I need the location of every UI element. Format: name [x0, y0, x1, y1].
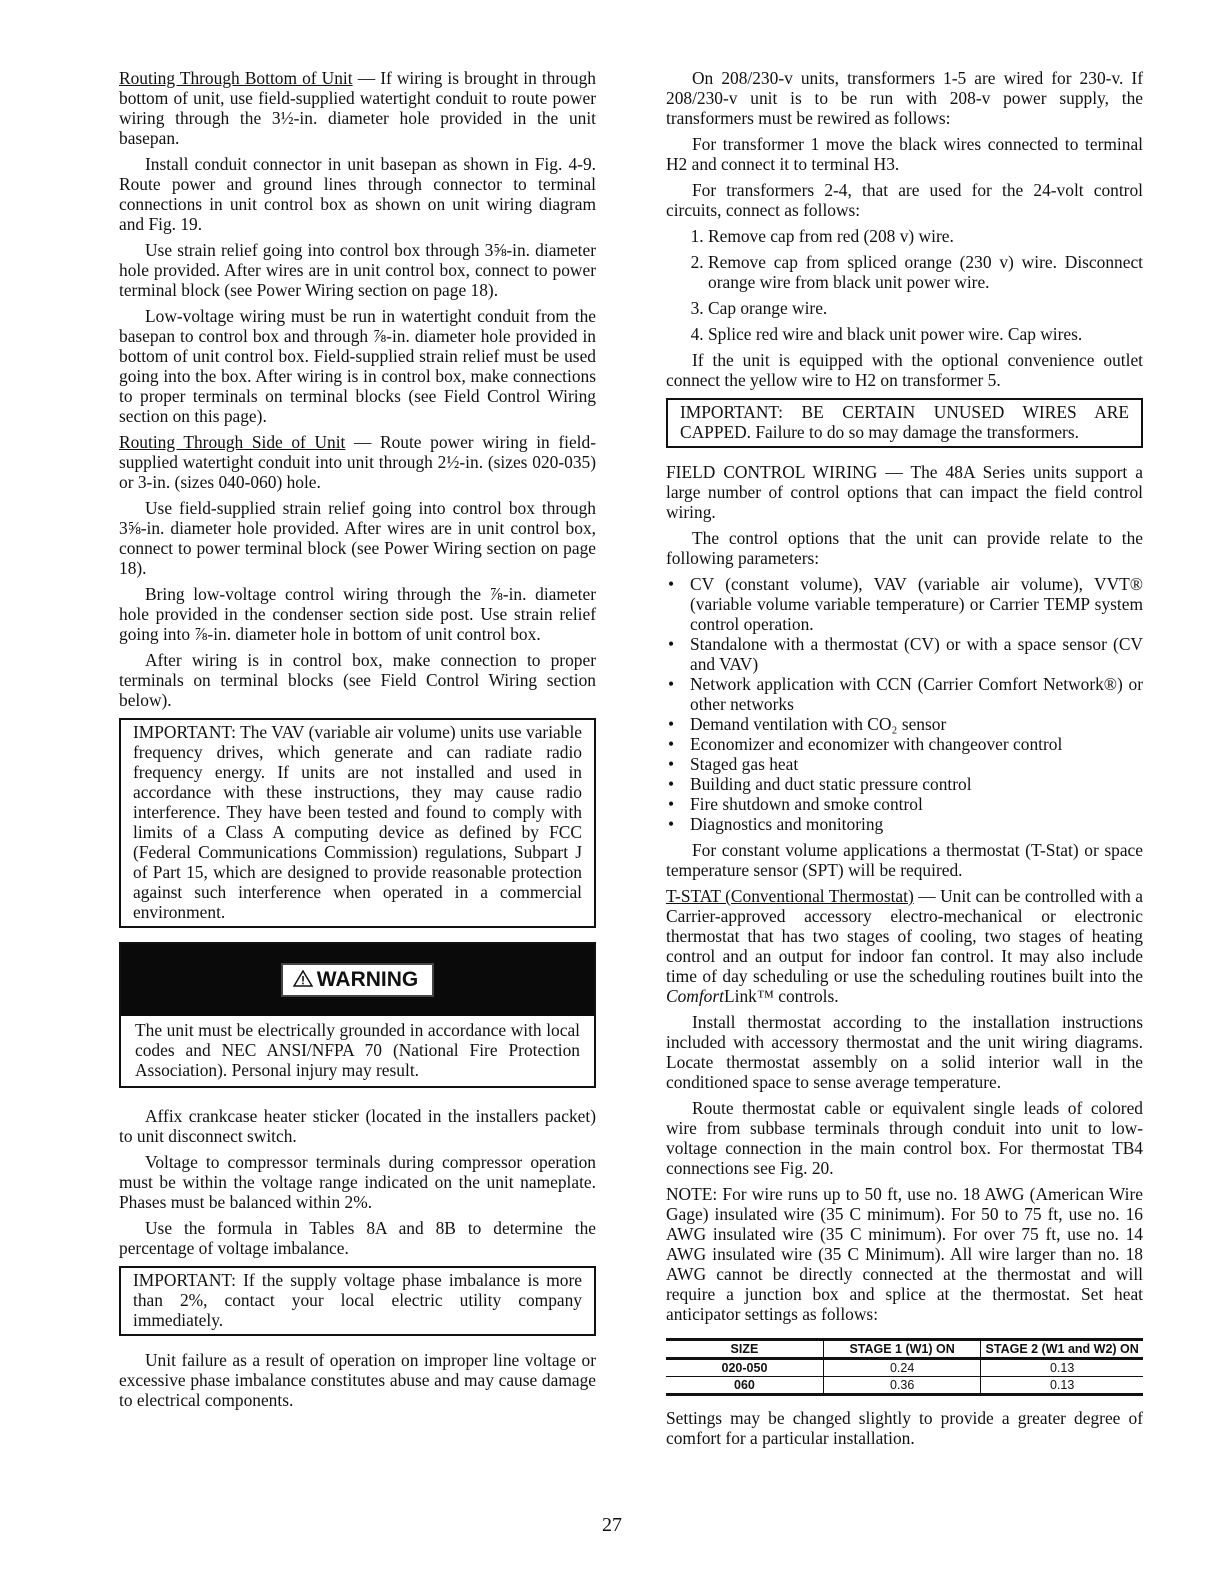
- table-header: STAGE 1 (W1) ON: [823, 1340, 980, 1359]
- routing-bottom-p3: Use strain relief going into control box through 3⅝-in. diameter hole provided. After wires are in unit control box, connect to power terminal block (see Power Wiring section on page 18).: [119, 240, 596, 300]
- important-capped-text: IMPORTANT: BE CERTAIN UNUSED WIRES ARE CAPPED. Failure to do so may damage the transformers.: [680, 402, 1129, 442]
- table-cell: 0.13: [981, 1359, 1143, 1377]
- table-row: [666, 1377, 1143, 1395]
- warning-text: The unit must be electrically grounded in accordance with local codes and NEC ANSI/NFPA 70 (National Fire Protection Association). Personal injury may result.: [135, 1020, 580, 1080]
- routing-side-p3: Bring low-voltage control wiring through the ⅞-in. diameter hole provided in the condenser section side post. Use strain relief going into ⅞-in. diameter hole in bottom of unit control box.: [119, 584, 596, 644]
- table-header: SIZE: [666, 1340, 823, 1359]
- table-row: [666, 1359, 1143, 1377]
- routing-bottom-p4: Low-voltage wiring must be run in watertight conduit from the basepan to control box and through ⅞-in. diameter hole provided in bottom of unit control box. Field-supplied strain relief must be used going into the box. After wiring is in control box, make connections to proper terminals on terminal blocks (see Field Control Wiring section on this page).: [119, 306, 596, 426]
- control-options-list: [666, 574, 1143, 834]
- routing-bottom-p1: Routing Through Bottom of Unit — If wiring is brought in through bottom of unit, use field-supplied watertight conduit to route power wiring through the 3½-in. diameter hole provided in the unit basepan.: [119, 68, 596, 148]
- p-settings: Settings may be changed slightly to provide a greater degree of comfort for a particular installation.: [666, 1408, 1143, 1448]
- warning-triangle-icon: [293, 970, 313, 987]
- important-vav-box: [119, 718, 596, 928]
- list-item: • Building and duct static pressure control: [690, 774, 1143, 794]
- important-vav-text: IMPORTANT: The VAV (variable air volume) units use variable frequency drives, which generate and can radiate radio frequency energy. If units are not installed and used in accordance with these instructions, they may cause radio interference. They have been tested and found to comply with limits of a Class A computing device as defined by FCC (Federal Communications Commission) regulations, Subpart J of Part 15, which are designed to provide reasonable protection against such interference when operated in a commercial environment.: [133, 722, 582, 922]
- tstat-note: NOTE: For wire runs up to 50 ft, use no. 18 AWG (American Wire Gage) insulated wire (35 C minimum). For 50 to 75 ft, use no. 16 AWG insulated wire (35 C minimum). For over 75 ft, use no. 14 AWG insulated wire (35 C Minimum). All wire larger than no. 18 AWG cannot be directly connected at the thermostat and will require a junction box and splice at the thermostat. Set heat anticipator settings as follows:: [666, 1184, 1143, 1324]
- list-item: • Fire shutdown and smoke control: [690, 794, 1143, 814]
- warning-box: [119, 942, 596, 1088]
- important-phase-text: IMPORTANT: If the supply voltage phase imbalance is more than 2%, contact your local electric utility company immediately.: [133, 1270, 582, 1330]
- field-control-p1: FIELD CONTROL WIRING — The 48A Series units support a large number of control options that can impact the field control wiring.: [666, 462, 1143, 522]
- heat-anticipator-table: [666, 1338, 1143, 1396]
- important-phase-box: [119, 1266, 596, 1336]
- rewire-step: 4. Splice red wire and black unit power wire. Cap wires.: [708, 324, 1143, 344]
- routing-bottom-p2: Install conduit connector in unit basepan as shown in Fig. 4-9. Route power and ground lines through connector to terminal connections in unit control box as shown on unit wiring diagram and Fig. 19.: [119, 154, 596, 234]
- comfort-italic: Comfort: [666, 986, 724, 1006]
- table-cell: 0.36: [823, 1377, 980, 1395]
- warning-body: [121, 1016, 594, 1086]
- voltage-paragraph: Voltage to compressor terminals during compressor operation must be within the voltage range indicated on the unit nameplate. Phases must be balanced within 2%.: [119, 1152, 596, 1212]
- warning-header: [121, 944, 594, 1016]
- rewire-steps: [666, 226, 1143, 344]
- list-item: • Network application with CCN (Carrier Comfort Network®) or other networks: [690, 674, 1143, 714]
- p-outlet: If the unit is equipped with the optional convenience outlet connect the yellow wire to H2 on transformer 5.: [666, 350, 1143, 390]
- tstat-heading: T-STAT (Conventional Thermostat): [666, 886, 914, 906]
- tstat-p2: Install thermostat according to the installation instructions included with accessory thermostat and the unit wiring diagrams. Locate thermostat assembly on a solid interior wall in the conditioned space to sense average temperature.: [666, 1012, 1143, 1092]
- table-cell: 020-050: [666, 1359, 823, 1377]
- table-cell: 0.13: [981, 1377, 1143, 1395]
- list-item: • Diagnostics and monitoring: [690, 814, 1143, 834]
- list-item: • Staged gas heat: [690, 754, 1143, 774]
- tstat-p1: T-STAT (Conventional Thermostat) — Unit can be controlled with a Carrier-approved accessory electro-mechanical or electronic thermostat that has two stages of cooling, two stages of heating control and an output for indoor fan control. It may also include time of day scheduling or use the scheduling routines built into the ComfortLink™ controls.: [666, 886, 1143, 1006]
- left-column: [119, 68, 596, 1416]
- table-header: STAGE 2 (W1 and W2) ON: [981, 1340, 1143, 1359]
- formula-paragraph: Use the formula in Tables 8A and 8B to determine the percentage of voltage imbalance.: [119, 1218, 596, 1258]
- p-transformers-2-4: For transformers 2-4, that are used for the 24-volt control circuits, connect as follows:: [666, 180, 1143, 220]
- right-column: [666, 68, 1143, 1454]
- routing-side-heading: Routing Through Side of Unit: [119, 432, 346, 452]
- p-constant-volume: For constant volume applications a thermostat (T-Stat) or space temperature sensor (SPT) will be required.: [666, 840, 1143, 880]
- routing-bottom-heading: Routing Through Bottom of Unit: [119, 68, 353, 88]
- field-control-p2: The control options that the unit can provide relate to the following parameters:: [666, 528, 1143, 568]
- rewire-step: 3. Cap orange wire.: [708, 298, 1143, 318]
- list-item: • Economizer and economizer with changeover control: [690, 734, 1143, 754]
- p-208-230: On 208/230-v units, transformers 1-5 are wired for 230-v. If 208/230-v unit is to be run with 208-v power supply, the transformers must be rewired as follows:: [666, 68, 1143, 128]
- routing-side-p2: Use field-supplied strain relief going into control box through 3⅝-in. diameter hole provided. After wires are in unit control box, connect to power terminal block (see Power Wiring section on page 18).: [119, 498, 596, 578]
- tstat-p3: Route thermostat cable or equivalent single leads of colored wire from subbase terminals through conduit into unit to low-voltage connection in the main control box. For thermostat TB4 connections see Fig. 20.: [666, 1098, 1143, 1178]
- table-cell: 060: [666, 1377, 823, 1395]
- list-item: • CV (constant volume), VAV (variable air volume), VVT® (variable volume variable temperature) or Carrier TEMP system control operation.: [690, 574, 1143, 634]
- page-number: 27: [602, 1514, 622, 1536]
- table-cell: 0.24: [823, 1359, 980, 1377]
- affix-paragraph: Affix crankcase heater sticker (located in the installers packet) to unit disconnect switch.: [119, 1106, 596, 1146]
- p-transformer-1: For transformer 1 move the black wires connected to terminal H2 and connect it to terminal H3.: [666, 134, 1143, 174]
- routing-side-p4: After wiring is in control box, make connection to proper terminals on terminal blocks (see Field Control Wiring section below).: [119, 650, 596, 710]
- table-header-row: [666, 1340, 1143, 1359]
- field-control-heading: FIELD CONTROL WIRING: [666, 462, 878, 482]
- warning-label: WARNING: [281, 963, 435, 997]
- list-item: • Standalone with a thermostat (CV) or with a space sensor (CV and VAV): [690, 634, 1143, 674]
- failure-paragraph: Unit failure as a result of operation on improper line voltage or excessive phase imbalance constitutes abuse and may cause damage to electrical components.: [119, 1350, 596, 1410]
- list-item: • Demand ventilation with CO₂ sensor: [690, 714, 1143, 734]
- rewire-step: 1. Remove cap from red (208 v) wire.: [708, 226, 1143, 246]
- important-capped-box: [666, 398, 1143, 448]
- routing-side-p1: Routing Through Side of Unit — Route power wiring in field-supplied watertight conduit into unit through 2½-in. (sizes 020-035) or 3-in. (sizes 040-060) hole.: [119, 432, 596, 492]
- rewire-step: 2. Remove cap from spliced orange (230 v) wire. Disconnect orange wire from black unit power wire.: [708, 252, 1143, 292]
